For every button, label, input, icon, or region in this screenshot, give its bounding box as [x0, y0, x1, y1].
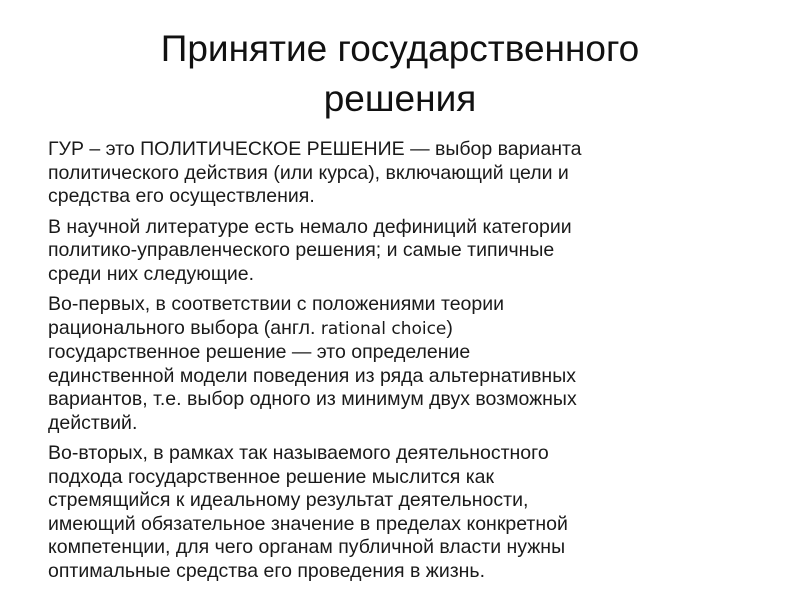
text-line: политико-управленческого решения; и самые типичные — [48, 239, 555, 261]
paragraph-definition — [48, 138, 768, 209]
paragraph-literature — [48, 216, 768, 287]
text-line: средства его осуществления. — [48, 185, 315, 207]
slide-body — [48, 138, 768, 590]
text-line: имеющий обязательное значение в пределах конкретной — [48, 512, 568, 535]
text-line — [48, 316, 768, 342]
text-line: Во-вторых, в рамках так называемого деятельностного — [48, 442, 549, 464]
text-line: подхода государственное решение мыслится как — [48, 465, 495, 488]
text-line: компетенции, для чего органам публичной власти нужны — [48, 536, 566, 558]
text-line: государственное решение — это определение — [48, 341, 471, 363]
text-line: среди них следующие. — [48, 262, 255, 285]
text-fragment: рационального выбора (англ. — [48, 316, 316, 339]
text-line: оптимальные средства его проведения в жизнь. — [48, 559, 485, 582]
slide-title-line: решения — [323, 78, 477, 119]
text-line: единственной модели поведения из ряда альтернативных — [48, 364, 576, 387]
slide-title-line: Принятие государственного — [160, 28, 640, 69]
text-line: вариантов, т.е. выбор одного из минимум двух возможных — [48, 388, 577, 410]
text-fragment: ) — [446, 316, 453, 339]
slide-title — [0, 24, 800, 124]
text-line: Во-первых, в соответствии с положениями теории — [48, 293, 505, 315]
text-line: В научной литературе есть немало дефиниций категории — [48, 215, 572, 238]
latin-term: rational choice — [320, 318, 447, 339]
text-line: ГУР – это ПОЛИТИЧЕСКОЕ РЕШЕНИЕ — выбор варианта — [48, 138, 582, 160]
text-line: политического действия (или курса), включающий цели и — [48, 161, 569, 184]
paragraph-first — [48, 293, 768, 435]
text-line: действий. — [48, 411, 138, 434]
text-line: стремящийся к идеальному результат деятельности, — [48, 489, 529, 511]
paragraph-second — [48, 442, 768, 583]
